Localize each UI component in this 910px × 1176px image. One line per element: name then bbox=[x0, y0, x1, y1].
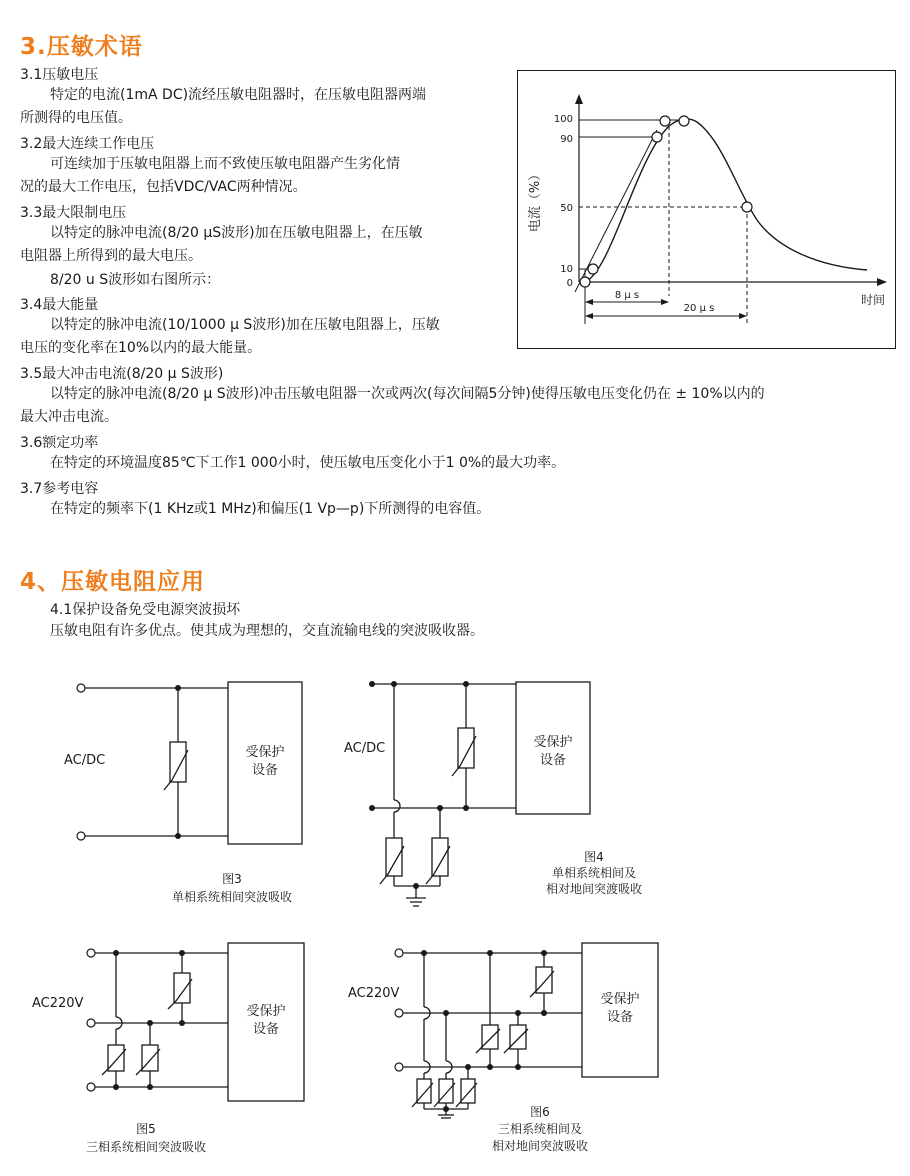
fig6-device-l1: 受保护 bbox=[600, 992, 640, 1007]
section4-title: 4、压敏电阻应用 bbox=[20, 569, 206, 595]
term-heading: 3.1压敏电压 bbox=[20, 67, 99, 83]
tick-50: 50 bbox=[560, 203, 573, 214]
tick-0: 0 bbox=[566, 278, 573, 289]
fig5-device-l2: 设备 bbox=[252, 1022, 280, 1037]
figure-6-diagram bbox=[340, 935, 680, 1160]
fig4-source: AC/DC bbox=[344, 741, 386, 756]
fig4-device-l2: 设备 bbox=[539, 753, 567, 768]
fig6-caption-text: 相对地间突波吸收 bbox=[491, 1139, 589, 1153]
term-text: 特定的电流(1mA DC)流经压敏电阻器时，在压敏电阻器两端 bbox=[50, 87, 427, 103]
fig4-device-l1: 受保护 bbox=[533, 735, 573, 750]
section4-intro: 压敏电阻有许多优点。使其成为理想的，交直流输电线的突波吸收器。 bbox=[50, 623, 484, 639]
term-text: 况的最大工作电压，包括VDC/VAC两种情况。 bbox=[20, 179, 307, 195]
x-axis-label: 时间 bbox=[860, 293, 885, 307]
term-text: 8/20 u S波形如右图所示： bbox=[50, 272, 221, 288]
fig6-caption-text: 三相系统相间及 bbox=[497, 1122, 583, 1136]
term-heading: 3.7参考电容 bbox=[20, 481, 99, 497]
fig4-caption-text: 单相系统相间及 bbox=[551, 866, 637, 880]
y-axis-label: 电流（%） bbox=[528, 167, 543, 233]
fig4-caption-num: 图4 bbox=[584, 850, 604, 864]
fig4-caption-text: 相对地间突渡吸收 bbox=[545, 882, 643, 896]
term-heading: 3.5最大冲击电流(8/20 μ S波形) bbox=[20, 366, 224, 382]
term-text: 电压的变化率在10%以内的最大能量。 bbox=[20, 340, 262, 356]
dim-20us: 20 μ s bbox=[683, 303, 715, 314]
fig5-caption-num: 图5 bbox=[136, 1122, 156, 1136]
fig6-device-l2: 设备 bbox=[606, 1010, 634, 1025]
fig5-device-l1: 受保护 bbox=[246, 1004, 286, 1019]
fig3-device-l2: 设备 bbox=[251, 763, 279, 778]
tick-100: 100 bbox=[553, 114, 573, 125]
fig5-source: AC220V bbox=[32, 996, 84, 1011]
fig5-caption-text: 三相系统相间突波吸收 bbox=[85, 1140, 207, 1154]
term-text: 可连续加于压敏电阻器上而不致使压敏电阻器产生劣化情 bbox=[50, 156, 400, 172]
term-heading: 3.4最大能量 bbox=[20, 297, 99, 313]
term-text: 以特定的脉冲电流(8/20 μS波形)加在压敏电阻器上，在压敏 bbox=[50, 225, 423, 241]
tick-90: 90 bbox=[560, 134, 573, 145]
section4-subheading: 4.1保护设备免受电源突波损坏 bbox=[50, 602, 241, 618]
section3-title: 3.压敏术语 bbox=[20, 34, 143, 60]
fig3-caption-text: 单相系统相间突波吸收 bbox=[171, 890, 293, 904]
term-text: 在特定的环境温度85℃下工作1 000小时，使压敏电压变化小于1 0%的最大功率。 bbox=[50, 455, 566, 471]
fig3-source: AC/DC bbox=[64, 753, 106, 768]
term-text: 以特定的脉冲电流(8/20 μ S波形)冲击压敏电阻器一次或两次(每次间隔5分钟)使得压敏电压变化仍在 ± 10%以内的 bbox=[50, 386, 765, 402]
tick-10: 10 bbox=[560, 264, 573, 275]
dim-8us: 8 μ s bbox=[614, 290, 640, 301]
figure-4-diagram bbox=[336, 672, 676, 922]
fig6-caption-num: 图6 bbox=[530, 1105, 550, 1119]
term-heading: 3.6额定功率 bbox=[20, 435, 99, 451]
figure-5-diagram bbox=[30, 935, 320, 1160]
term-heading: 3.2最大连续工作电压 bbox=[20, 136, 155, 152]
term-text: 电阻器上所得到的最大电压。 bbox=[20, 248, 202, 264]
fig6-source: AC220V bbox=[348, 986, 400, 1001]
term-text: 所测得的电压值。 bbox=[20, 110, 132, 126]
term-heading: 3.3最大限制电压 bbox=[20, 205, 127, 221]
fig3-caption-num: 图3 bbox=[222, 872, 242, 886]
term-text: 最大冲击电流。 bbox=[20, 409, 118, 425]
figure-3-diagram bbox=[60, 672, 320, 912]
waveform-figure bbox=[517, 70, 897, 350]
term-text: 以特定的脉冲电流(10/1000 μ S波形)加在压敏电阻器上，压敏 bbox=[50, 317, 440, 333]
fig3-device-l1: 受保护 bbox=[245, 745, 285, 760]
term-text: 在特定的频率下(1 KHz或1 MHz)和偏压(1 Vp—p)下所测得的电容值。 bbox=[50, 501, 491, 517]
